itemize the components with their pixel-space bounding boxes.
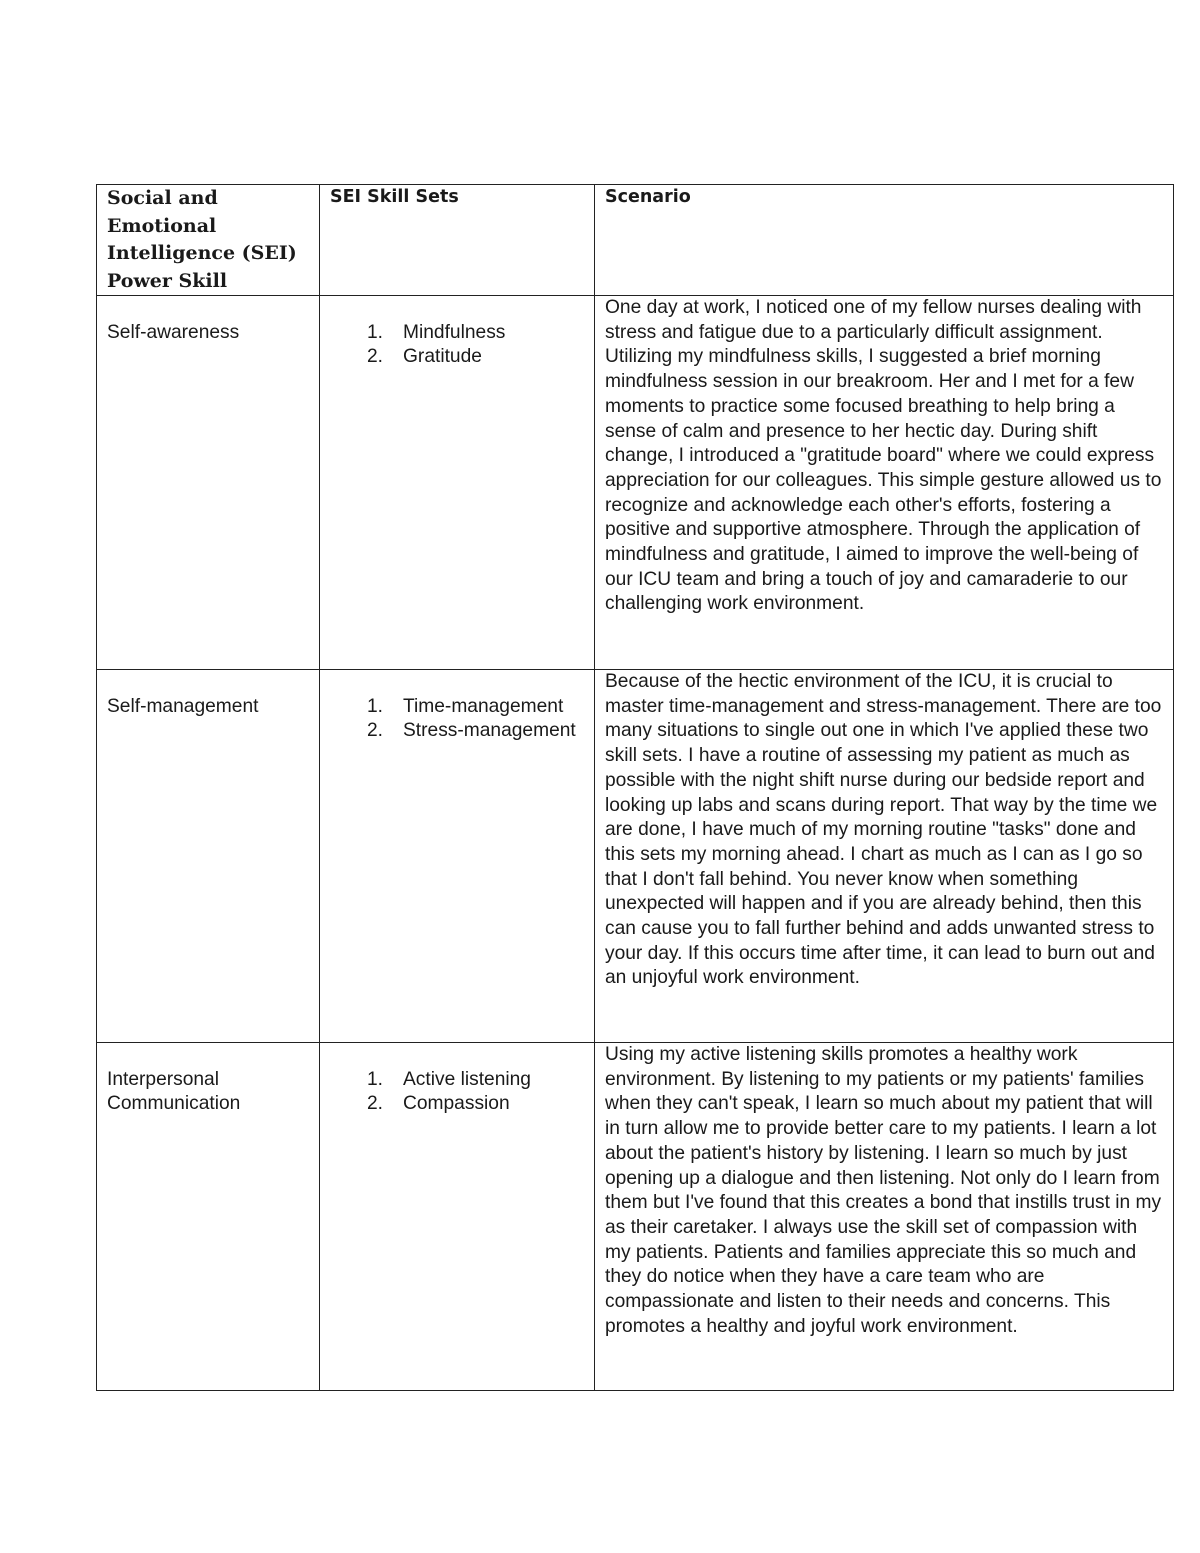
skill-sets-cell: [320, 296, 595, 670]
power-skill-label: Self-awareness: [107, 321, 240, 343]
skill-label: Stress-management: [403, 720, 576, 742]
header-scenario: [595, 185, 1174, 296]
table-row: [97, 670, 1174, 1043]
skill-list-item: 2. Stress-management: [367, 720, 576, 742]
skill-list-item: 1. Active listening: [367, 1068, 531, 1090]
skill-list: [330, 1068, 586, 1117]
skill-sets-cell: [320, 670, 595, 1043]
header-power-skill-label: Social and Emotional Intelligence (SEI) Power Skill: [107, 187, 297, 292]
sei-skills-table: [96, 184, 1174, 1391]
skill-list-item: 1. Mindfulness: [367, 321, 506, 343]
table-header-row: [97, 185, 1174, 296]
skill-list: [330, 321, 586, 370]
skill-list-item: 2. Compassion: [367, 1093, 510, 1115]
header-skill-sets-label: SEI Skill Sets: [330, 187, 459, 207]
scenario-cell: [595, 1043, 1174, 1391]
header-skill-sets: [320, 185, 595, 296]
skill-label: Time-management: [403, 695, 564, 717]
power-skill-cell: [97, 296, 320, 670]
scenario-text: One day at work, I noticed one of my fellow nurses dealing with stress and fatigue due to a particularly difficult assignment. Utilizing my mindfulness skills, I suggested a brief morning mindfulness session in our breakroom. Her and I met for a few moments to practice some focused breathing to help bring a sense of calm and presence to her hectic day. During shift change, I introduced a "gratitude board" where we could express appreciation for our colleagues. This simple gesture allowed us to recognize and acknowledge each other's efforts, fostering a positive and supportive atmosphere. Through the application of mindfulness and gratitude, I aimed to improve the well-being of our ICU team and bring a touch of joy and camaraderie to our challenging work environment.: [605, 297, 1162, 615]
header-power-skill: [97, 185, 320, 296]
scenario-text: Using my active listening skills promotes a healthy work environment. By listening to my patients or my patients' families when they can't speak, I learn so much about my patient that will in turn allow me to provide better care to my patients. I learn a lot about the patient's history by listening. I learn so much by just opening up a dialogue and then listening. Not only do I learn from them but I've found that this creates a bond that instills trust in my as their caretaker. I always use the skill set of compassion with my patients. Patients and families appreciate this so much and they do notice when they have a care team who are compassionate and listen to their needs and concerns. This promotes a healthy and joyful work environment.: [605, 1044, 1162, 1337]
skill-label: Gratitude: [403, 346, 482, 368]
skill-sets-cell: [320, 1043, 595, 1391]
scenario-cell: [595, 670, 1174, 1043]
skill-label: Compassion: [403, 1093, 510, 1115]
scenario-text: Because of the hectic environment of the ICU, it is crucial to master time-management and stress-management. There are too many situations to single out one in which I've applied these two skill sets. I have a routine of assessing my patient as much as possible with the night shift nurse during our bedside report and looking up labs and scans during report. That way by the time we are done, I have much of my morning routine "tasks" done and this sets my morning ahead. I chart as much as I can as I go so that I don't fall behind. You never know when something unexpected will happen and if you are already behind, then this can cause you to fall further behind and adds unwanted stress to your day. If this occurs time after time, it can lead to burn out and an unjoyful work environment.: [605, 671, 1162, 989]
scenario-cell: [595, 296, 1174, 670]
skill-list-item: 1. Time-management: [367, 695, 564, 717]
power-skill-cell: [97, 1043, 320, 1391]
skill-label: Mindfulness: [403, 321, 506, 343]
table-row: [97, 296, 1174, 670]
skill-list-item: 2. Gratitude: [367, 346, 482, 368]
power-skill-label: Self-management: [107, 695, 259, 717]
table-row: [97, 1043, 1174, 1391]
power-skill-label: Interpersonal Communication: [107, 1068, 241, 1115]
skill-list: [330, 695, 586, 744]
skill-label: Active listening: [403, 1068, 531, 1090]
power-skill-cell: [97, 670, 320, 1043]
header-scenario-label: Scenario: [605, 187, 691, 207]
